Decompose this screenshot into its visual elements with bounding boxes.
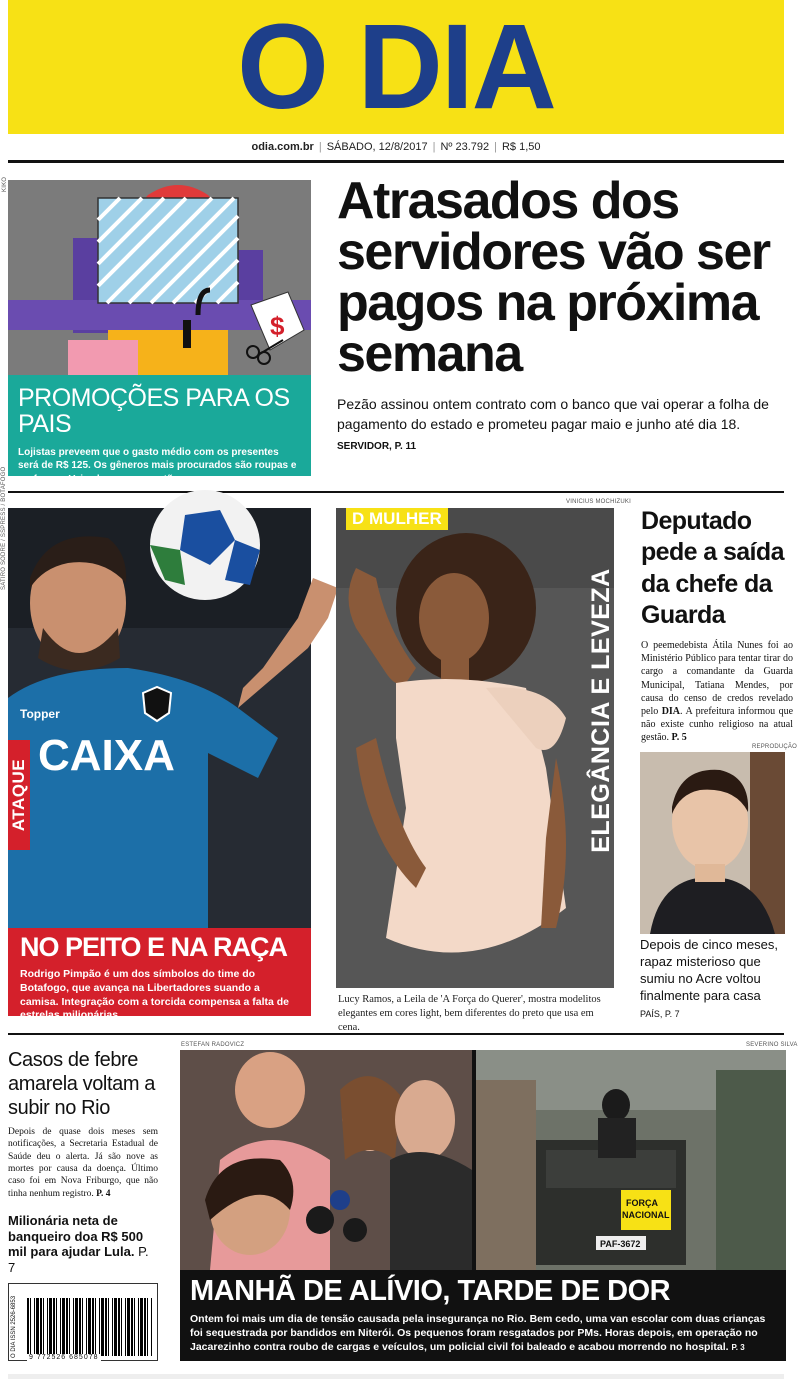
acre-text: Depois de cinco meses, rapaz misterioso que sumiu no Acre voltou finalmente para casa: [640, 937, 779, 1003]
site-link[interactable]: odia.com.br: [251, 141, 314, 153]
crowd-illustration: [180, 1050, 472, 1270]
edition: Nº 23.792: [440, 141, 490, 153]
issn: O DIA ISSN 2526-6853: [11, 1295, 17, 1358]
missing-man-photo: [640, 752, 785, 934]
photo-credit-ataque: SATIRO SODRÉ / SSPRESS / BOTAFOGO: [1, 466, 7, 590]
lead-text: Pezão assinou ontem contrato com o banco que vai operar a folha de pagamento do estado e prometeu pagar maio e junho até dia 18. SERVIDOR, P. 11: [337, 395, 769, 453]
deputado-headline[interactable]: Deputado pede a saída da chefe da Guarda: [641, 507, 784, 629]
date: SÁBADO, 12/8/2017: [326, 141, 428, 153]
footer-rule: [8, 1374, 784, 1379]
price: R$ 1,50: [501, 141, 541, 153]
lead-story[interactable]: [337, 172, 789, 455]
lead-tag: SERVIDOR, P. 11: [337, 441, 417, 453]
photo-credit-reproducao: REPRODUÇÃO: [752, 744, 798, 750]
svg-text:$: $: [270, 311, 285, 341]
promo-text-box: [8, 375, 311, 485]
barcode-bars: [27, 1298, 153, 1356]
lead-headline[interactable]: Atrasados dos servidores vão ser pagos na próxima semana: [337, 172, 770, 383]
acre-story[interactable]: [640, 937, 790, 1021]
deputado-story[interactable]: [641, 506, 793, 745]
promo-box[interactable]: [8, 180, 311, 485]
police-truck-illustration: [476, 1050, 786, 1270]
febre-headline[interactable]: Casos de febre amarela voltam a subir no Rio: [8, 1049, 155, 1119]
barcode: [8, 1283, 158, 1361]
bottom-rule: [8, 1033, 784, 1035]
bottom-story[interactable]: [180, 1050, 786, 1361]
jersey-brand: Topper: [20, 707, 60, 721]
milionaria-text: Milionária neta de banqueiro doa R$ 500 mil para ajudar Lula.: [8, 1213, 144, 1260]
bottom-headline[interactable]: MANHÃ DE ALÍVIO, TARDE DE DOR: [190, 1275, 671, 1307]
ataque-text-box: [8, 928, 311, 1022]
milionaria-page: P. 7: [8, 1244, 149, 1275]
press-photo: [180, 1050, 472, 1270]
truck-label: FORÇA: [626, 1198, 658, 1208]
player-illustration: [8, 508, 311, 928]
mulher-vertical-title: ELEGÂNCIA E LEVEZA: [586, 567, 615, 853]
player-photo: [8, 508, 311, 928]
dateline: odia.com.br | SÁBADO, 12/8/2017 | Nº 23.792 | R$ 1,50: [251, 141, 541, 153]
acre-tag: PAÍS, P. 7: [640, 1008, 680, 1019]
model-illustration: [336, 508, 614, 988]
photo-credit-mulher: VINICIUS MOCHIZUKI: [566, 499, 631, 505]
barcode-number: 9 772526 685078: [29, 1354, 99, 1361]
photo-credit-severino: SEVERINO SILVA: [746, 1042, 798, 1048]
top-rule: [8, 160, 784, 163]
febre-text: Depois de quase dois meses sem notificações, a Secretaria Estadual de Saúde deu o alerta. Já são nove as mortes por causa da doença. Último caso foi em Nova Friburgo, que não tinha nenhum registro. P. 4: [8, 1127, 158, 1199]
photo-credit-estefan: ESTEFAN RADOVICZ: [181, 1042, 245, 1048]
mulher-badge: D MULHER: [346, 508, 448, 530]
deputado-text: O peemedebista Átila Nunes foi ao Ministério Público para tentar tirar do cargo a comandante da Guarda Municipal, Tatiana Mendes, por causa do censo de credos revelado pelo DIA. A prefeitura informou que não existe cunho religioso na atual gestão. P. 5: [641, 640, 794, 744]
truck-plate: PAF-3672: [600, 1239, 641, 1249]
logo[interactable]: O DIA: [237, 0, 555, 135]
promo-text: Lojistas preveem que o gasto médio com os presentes será de R$ 125. Os gêneros mais procurados são roupas e perfumes. Veja algumas sugestões. P. 10: [18, 446, 297, 485]
febre-story[interactable]: [8, 1048, 158, 1200]
man-illustration: [640, 752, 785, 934]
bottom-text-box: [180, 1270, 786, 1361]
milionaria-story[interactable]: [8, 1213, 158, 1275]
mulher-caption: Lucy Ramos, a Leila de 'A Força do Querer', mostra modelitos elegantes em cores light, bem diferentes do preto que usa em cena.: [338, 994, 601, 1034]
masthead: [8, 0, 784, 134]
ataque-title[interactable]: NO PEITO E NA RAÇA: [20, 932, 288, 962]
ataque-text: Rodrigo Pimpão é um dos símbolos do time do Botafogo, que avança na Libertadores suando a camisa. Integração com a torcida compensa a falta de estrelas milionárias.: [20, 968, 290, 1022]
promo-page: P. 10: [189, 474, 208, 484]
jersey-sponsor: CAIXA: [38, 731, 175, 780]
promo-title: PROMOÇÕES PARA OS PAIS: [18, 384, 290, 439]
section-rule: [8, 491, 784, 493]
ataque-label: ATAQUE: [8, 740, 30, 850]
mulher-story[interactable]: [336, 508, 614, 988]
ataque-story[interactable]: [8, 508, 311, 1022]
photo-credit-promo: KIKO: [2, 176, 8, 192]
gift-illustration: [8, 180, 311, 375]
police-photo: [476, 1050, 786, 1270]
svg-text:NACIONAL: NACIONAL: [622, 1210, 670, 1220]
bottom-text: Ontem foi mais um dia de tensão causada pela insegurança no Rio. Bem cedo, uma van escolar com duas crianças foi sequestrada por bandidos em Niterói. Os pequenos foram resgatados por PMs. Horas depois, em operação no Jacarezinho contra roubo de cargas e veículos, um policial civil foi baleado e acabou morrendo no hospital. P. 3: [190, 1312, 766, 1353]
